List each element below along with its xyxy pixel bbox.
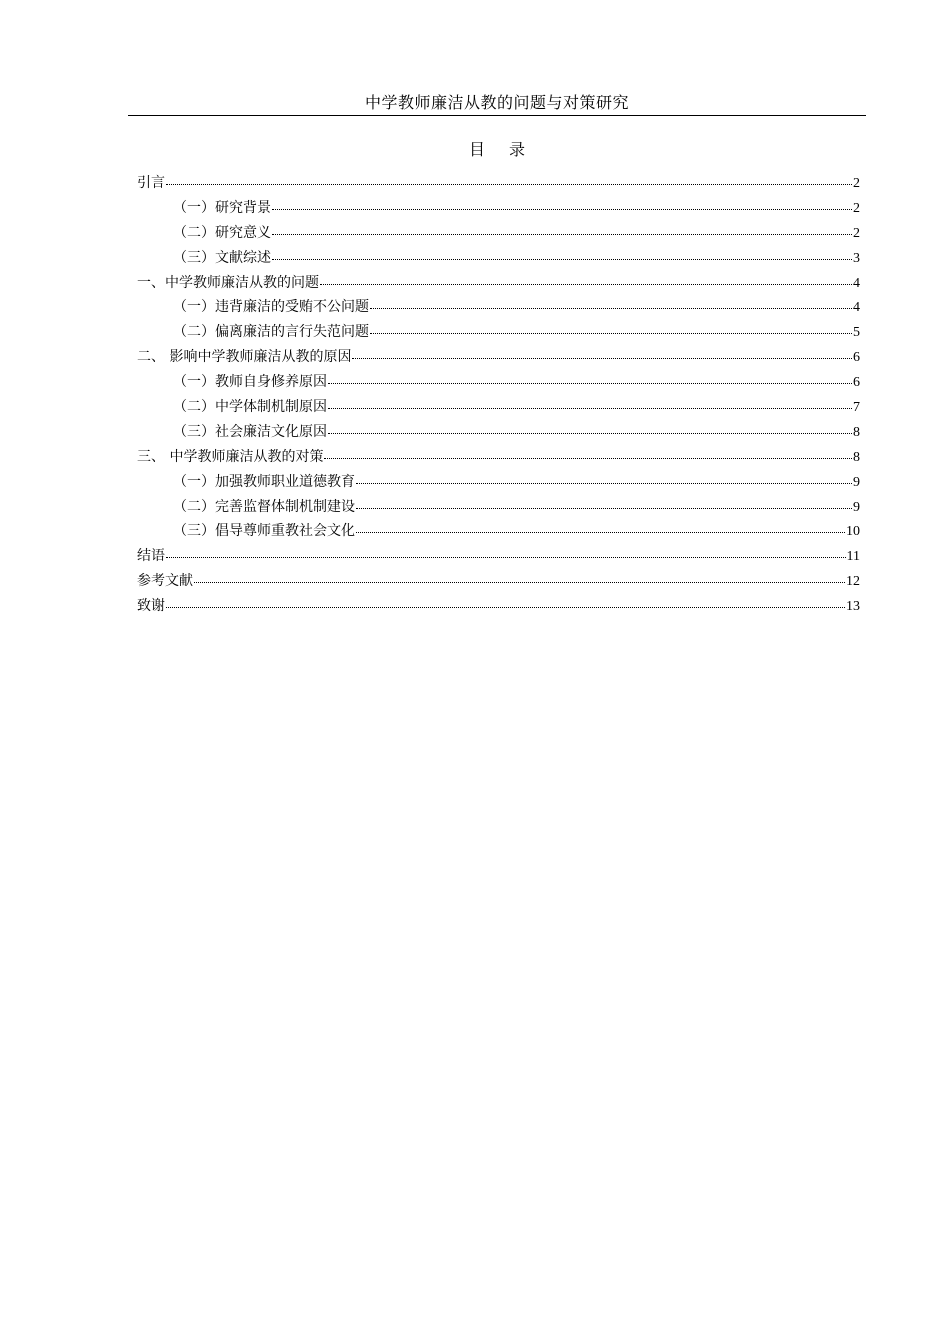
toc-entry-page-number: 13: [846, 599, 860, 615]
toc-entry-page-number: 3: [853, 250, 860, 266]
toc-entry-chapter[interactable]: [137, 446, 860, 471]
toc-entry-page-number: 9: [853, 499, 860, 515]
toc-entry-section[interactable]: [137, 247, 860, 272]
table-of-contents: [137, 172, 860, 620]
toc-entry-label: 结语: [137, 548, 165, 565]
toc-entry-page-number: 10: [846, 524, 860, 540]
header-rule: [128, 115, 866, 116]
toc-entry-label: （三）文献综述: [173, 249, 271, 266]
toc-dot-leader: [166, 543, 846, 558]
toc-dot-leader: [356, 518, 845, 533]
toc-entry-page-number: 6: [853, 350, 860, 366]
toc-dot-leader: [352, 344, 852, 359]
toc-entry-section[interactable]: [137, 321, 860, 346]
toc-entry-chapter[interactable]: [137, 272, 860, 297]
toc-dot-leader: [356, 494, 852, 509]
toc-entry-chapter[interactable]: [137, 570, 860, 595]
toc-entry-label: 致谢: [137, 598, 165, 615]
toc-entry-page-number: 11: [846, 549, 860, 565]
toc-dot-leader: [370, 294, 852, 309]
toc-dot-leader: [166, 593, 845, 608]
toc-entry-label: （二）研究意义: [173, 224, 271, 241]
toc-entry-label: （二）中学体制机制原因: [173, 399, 327, 416]
toc-heading: 目录: [468, 140, 549, 159]
toc-entry-page-number: 2: [853, 200, 860, 216]
toc-entry-page-number: 8: [853, 449, 860, 465]
toc-dot-leader: [166, 170, 852, 185]
toc-entry-section[interactable]: [137, 197, 860, 222]
toc-entry-page-number: 2: [853, 176, 860, 191]
toc-entry-page-number: 8: [853, 424, 860, 440]
toc-dot-leader: [328, 419, 852, 434]
toc-entry-section[interactable]: [137, 371, 860, 396]
toc-entry-label: （一）加强教师职业道德教育: [173, 473, 355, 490]
toc-dot-leader: [272, 195, 852, 210]
toc-dot-leader: [320, 270, 852, 285]
toc-entry-page-number: 4: [853, 300, 860, 316]
toc-entry-label: （一）教师自身修养原因: [173, 374, 327, 391]
toc-entry-label: （三）社会廉洁文化原因: [173, 423, 327, 440]
toc-entry-chapter[interactable]: [137, 595, 860, 620]
running-header-title: 中学教师廉洁从教的问题与对策研究: [364, 93, 629, 112]
toc-entry-page-number: 5: [853, 325, 860, 341]
toc-dot-leader: [370, 319, 852, 334]
toc-entry-chapter[interactable]: [137, 172, 860, 197]
toc-entry-page-number: 9: [853, 474, 860, 490]
toc-entry-chapter[interactable]: [137, 346, 860, 371]
toc-entry-section[interactable]: [137, 222, 860, 247]
toc-dot-leader: [272, 245, 852, 260]
toc-entry-page-number: 4: [853, 275, 860, 291]
toc-entry-label: 引言: [137, 175, 165, 191]
toc-entry-section[interactable]: [137, 496, 860, 521]
toc-entry-label: 参考文献: [137, 573, 193, 590]
toc-dot-leader: [272, 220, 852, 235]
toc-entry-section[interactable]: [137, 396, 860, 421]
toc-entry-label: （一）研究背景: [173, 199, 271, 216]
toc-entry-page-number: 2: [853, 225, 860, 241]
toc-entry-label: （一）违背廉洁的受贿不公问题: [173, 299, 369, 316]
toc-dot-leader: [328, 369, 852, 384]
toc-dot-leader: [324, 444, 852, 459]
toc-entry-label: 三、 中学教师廉洁从教的对策: [137, 448, 324, 465]
toc-dot-leader: [194, 568, 845, 583]
toc-entry-label: 二、 影响中学教师廉洁从教的原因: [137, 349, 352, 366]
toc-entry-section[interactable]: [137, 421, 860, 446]
toc-entry-label: （二）完善监督体制机制建设: [173, 498, 355, 515]
toc-entry-page-number: 12: [846, 574, 860, 590]
toc-entry-chapter[interactable]: [137, 545, 860, 570]
toc-entry-section[interactable]: [137, 296, 860, 321]
toc-entry-page-number: 7: [853, 400, 860, 416]
toc-dot-leader: [328, 394, 852, 409]
toc-entry-label: 一、中学教师廉洁从教的问题: [137, 274, 319, 291]
toc-entry-page-number: 6: [853, 375, 860, 391]
toc-entry-label: （二）偏离廉洁的言行失范问题: [173, 324, 369, 341]
toc-entry-label: （三）倡导尊师重教社会文化: [173, 523, 355, 540]
toc-entry-section[interactable]: [137, 520, 860, 545]
toc-entry-section[interactable]: [137, 471, 860, 496]
toc-dot-leader: [356, 469, 852, 484]
